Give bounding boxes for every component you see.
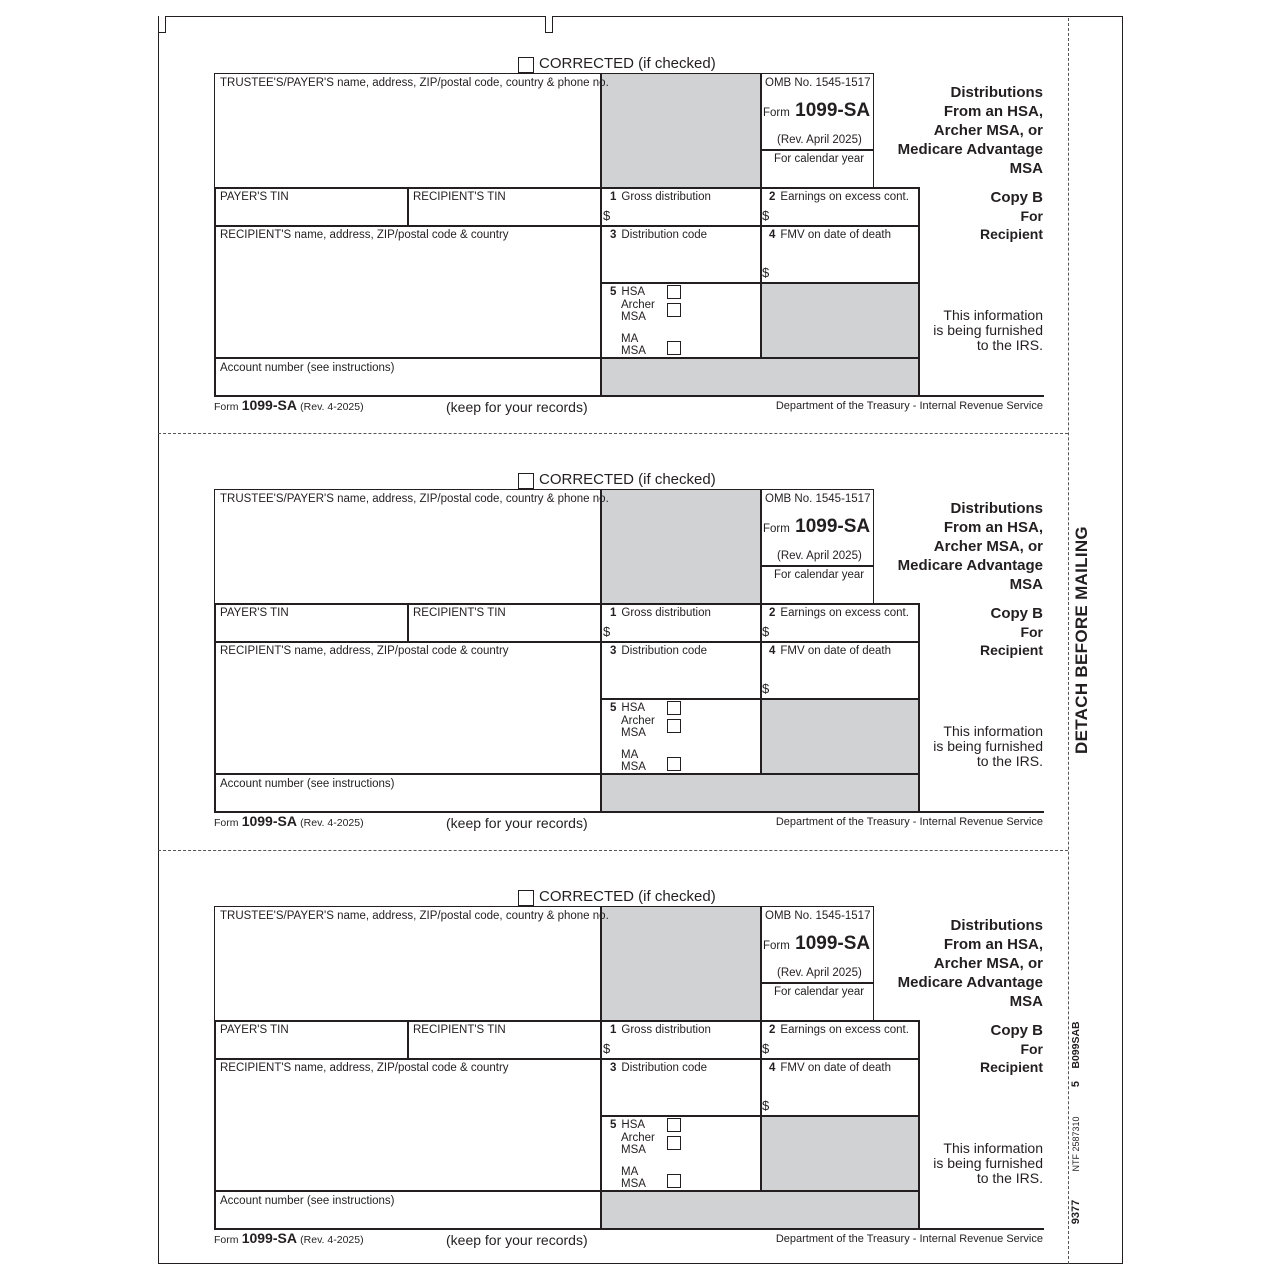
- ma-msa-checkbox[interactable]: [667, 1174, 681, 1188]
- form-title-line: Distributions: [950, 500, 1043, 517]
- recipient-tin-label: RECIPIENT'S TIN: [413, 191, 506, 203]
- box-number: 1: [610, 191, 617, 203]
- box5-ma-text: MA: [621, 333, 639, 345]
- box4-label: [769, 1062, 891, 1075]
- payer-block-label: TRUSTEE'S/PAYER'S name, address, ZIP/postal code, country & phone no.: [220, 77, 609, 89]
- footer-form-number: 1099-SA: [241, 1230, 297, 1246]
- irs-info-line: is being furnished: [933, 738, 1043, 754]
- irs-info-line: This information: [943, 723, 1043, 739]
- form-title: [860, 83, 1043, 178]
- footer-revision: (Rev. 4-2025): [300, 817, 364, 829]
- box3-label: [610, 229, 707, 242]
- account-number-label: Account number (see instructions): [220, 362, 395, 374]
- recipient-block-label: RECIPIENT'S name, address, ZIP/postal code & country: [220, 229, 509, 241]
- form-number-heading: [763, 933, 870, 957]
- divider: [600, 603, 602, 813]
- divider: [760, 489, 762, 605]
- account-number-label: Account number (see instructions): [220, 1195, 395, 1207]
- irs-info-line: to the IRS.: [976, 337, 1043, 353]
- box-number: 3: [610, 645, 617, 657]
- form-stock-number: 9377: [1070, 1199, 1082, 1225]
- copy-for: For: [1020, 208, 1043, 224]
- box5-archer-text: MSA: [621, 727, 646, 739]
- corrected-label: CORRECTED (if checked): [539, 888, 716, 905]
- box2-text: Earnings on excess cont.: [780, 607, 909, 619]
- revision-date: (Rev. April 2025): [777, 134, 862, 146]
- calendar-year-label: For calendar year: [774, 153, 865, 165]
- divider: [600, 489, 602, 605]
- divider: [214, 1228, 1044, 1230]
- irs-info-line: This information: [943, 307, 1043, 323]
- corrected-checkbox[interactable]: [518, 57, 534, 73]
- copy-for: For: [1020, 1041, 1043, 1057]
- keep-records-note: (keep for your records): [446, 815, 588, 831]
- box5-ma-text: MA: [621, 749, 639, 761]
- form-number: 1099-SA: [795, 933, 871, 954]
- footer-revision: (Rev. 4-2025): [300, 1234, 364, 1246]
- detach-before-mailing: DETACH BEFORE MAILING: [1072, 526, 1091, 754]
- recipient-block-label: RECIPIENT'S name, address, ZIP/postal code & country: [220, 1062, 509, 1074]
- irs-info-line: is being furnished: [933, 1155, 1043, 1171]
- box4-label: [769, 229, 891, 242]
- copy-for: For: [1020, 624, 1043, 640]
- divider: [214, 357, 920, 359]
- archer-msa-checkbox[interactable]: [667, 1136, 681, 1150]
- form-title-line: MSA: [1009, 576, 1043, 593]
- box1-text: Gross distribution: [621, 191, 711, 203]
- copy-b: Copy B: [990, 605, 1043, 622]
- form-title-line: Medicare Advantage: [897, 557, 1043, 574]
- box-number: 2: [769, 1024, 776, 1036]
- irs-info-line: This information: [943, 1140, 1043, 1156]
- divider: [760, 149, 874, 151]
- box4-text: FMV on date of death: [780, 1062, 892, 1074]
- box4-text: FMV on date of death: [780, 229, 892, 241]
- ma-msa-checkbox[interactable]: [667, 341, 681, 355]
- box1-text: Gross distribution: [621, 607, 711, 619]
- divider: [214, 1058, 920, 1060]
- footer-form-id: [214, 1232, 364, 1247]
- divider: [600, 1020, 602, 1230]
- footer-form-number: 1099-SA: [241, 813, 297, 829]
- divider: [214, 1020, 216, 1230]
- dollar-sign: $: [762, 208, 770, 223]
- dollar-sign: $: [603, 1041, 611, 1056]
- form-title-line: From an HSA,: [943, 936, 1043, 953]
- department-label: Department of the Treasury - Internal Revenue Service: [775, 400, 1043, 412]
- box-number: 4: [769, 645, 776, 657]
- divider: [600, 187, 602, 397]
- form-copy-3: [0, 833, 1280, 1253]
- calendar-year-label: For calendar year: [774, 986, 865, 998]
- form-title: [860, 499, 1043, 594]
- payer-tin-label: PAYER'S TIN: [220, 191, 289, 203]
- divider: [214, 603, 920, 605]
- footer-form-word: Form: [214, 401, 239, 413]
- box-number: 5: [610, 1119, 617, 1131]
- dollar-sign: $: [603, 624, 611, 639]
- box2-text: Earnings on excess cont.: [780, 191, 909, 203]
- box4-text: FMV on date of death: [780, 645, 892, 657]
- divider: [214, 641, 920, 643]
- divider: [407, 187, 409, 226]
- hsa-checkbox[interactable]: [667, 701, 681, 715]
- box2-label: [769, 1024, 909, 1037]
- form-number: 1099-SA: [795, 100, 871, 121]
- form-title-line: Archer MSA, or: [933, 955, 1043, 972]
- box5-ma-text: MSA: [621, 345, 646, 357]
- box-number: 5: [610, 702, 617, 714]
- copy-recipient: Recipient: [979, 1059, 1043, 1075]
- payer-tin-label: PAYER'S TIN: [220, 1024, 289, 1036]
- box5-hsa-text: HSA: [621, 702, 646, 714]
- corrected-label: CORRECTED (if checked): [539, 471, 716, 488]
- footer-form-number: 1099-SA: [241, 397, 297, 413]
- box5-hsa-text: HSA: [621, 286, 646, 298]
- divider: [214, 395, 1044, 397]
- footer-form-id: [214, 399, 364, 414]
- box5-archer-text: MSA: [621, 1144, 646, 1156]
- box2-label: [769, 607, 909, 620]
- shaded-area: [601, 1191, 919, 1229]
- divider: [214, 603, 216, 813]
- box4-label: [769, 645, 891, 658]
- revision-date: (Rev. April 2025): [777, 550, 862, 562]
- hsa-checkbox[interactable]: [667, 1118, 681, 1132]
- payer-block: [214, 489, 874, 605]
- form-title: [860, 916, 1043, 1011]
- form-title-line: Archer MSA, or: [933, 122, 1043, 139]
- payer-block: [214, 73, 874, 189]
- form-number-heading: [763, 516, 870, 540]
- form-word: Form: [763, 940, 790, 952]
- form-title-line: From an HSA,: [943, 103, 1043, 120]
- payer-block: [214, 906, 874, 1022]
- form-code-digit: 5: [1070, 1080, 1082, 1088]
- footer-form-id: [214, 815, 364, 830]
- dollar-sign: $: [762, 624, 770, 639]
- dollar-sign: $: [762, 1098, 770, 1113]
- box3-label: [610, 645, 707, 658]
- account-number-label: Account number (see instructions): [220, 778, 395, 790]
- dollar-sign: $: [762, 1041, 770, 1056]
- box5-archer-text: Archer: [621, 299, 655, 311]
- hsa-checkbox[interactable]: [667, 285, 681, 299]
- payer-tin-label: PAYER'S TIN: [220, 607, 289, 619]
- box3-text: Distribution code: [621, 645, 708, 657]
- omb-number: OMB No. 1545-1517: [765, 493, 871, 505]
- divider: [214, 187, 920, 189]
- box-number: 2: [769, 607, 776, 619]
- archer-msa-checkbox[interactable]: [667, 719, 681, 733]
- divider: [600, 73, 602, 189]
- box5-label: [610, 1119, 645, 1132]
- form-title-line: MSA: [1009, 993, 1043, 1010]
- box5-ma-text: MSA: [621, 761, 646, 773]
- divider: [214, 1190, 920, 1192]
- shaded-area: [760, 699, 919, 774]
- form-title-line: Distributions: [950, 917, 1043, 934]
- irs-info-note: [900, 308, 1043, 353]
- form-number-heading: [763, 100, 870, 124]
- irs-info-note: [900, 724, 1043, 769]
- box-number: 3: [610, 229, 617, 241]
- box1-text: Gross distribution: [621, 1024, 711, 1036]
- recipient-tin-label: RECIPIENT'S TIN: [413, 1024, 506, 1036]
- divider: [214, 187, 216, 397]
- omb-number: OMB No. 1545-1517: [765, 77, 871, 89]
- box5-archer-text: MSA: [621, 311, 646, 323]
- box-number: 2: [769, 191, 776, 203]
- copy-b-label: [900, 605, 1043, 659]
- footer-form-word: Form: [214, 817, 239, 829]
- form-title-line: Medicare Advantage: [897, 141, 1043, 158]
- copy-b-label: [900, 189, 1043, 243]
- dollar-sign: $: [762, 265, 770, 280]
- box3-label: [610, 1062, 707, 1075]
- divider: [214, 1020, 920, 1022]
- calendar-year-label: For calendar year: [774, 569, 865, 581]
- copy-recipient: Recipient: [979, 642, 1043, 658]
- shaded-area: [601, 774, 919, 812]
- ma-msa-checkbox[interactable]: [667, 757, 681, 771]
- payer-block-label: TRUSTEE'S/PAYER'S name, address, ZIP/postal code, country & phone no.: [220, 910, 609, 922]
- box1-label: [610, 607, 711, 620]
- keep-records-note: (keep for your records): [446, 399, 588, 415]
- box5-archer-text: Archer: [621, 1132, 655, 1144]
- shaded-area: [601, 358, 919, 396]
- divider: [214, 225, 920, 227]
- copy-b: Copy B: [990, 1022, 1043, 1039]
- box-number: 4: [769, 229, 776, 241]
- corrected-checkbox[interactable]: [518, 473, 534, 489]
- box5-ma-text: MA: [621, 1166, 639, 1178]
- form-title-line: From an HSA,: [943, 519, 1043, 536]
- form-title-line: MSA: [1009, 160, 1043, 177]
- divider: [760, 73, 762, 189]
- form-title-line: Archer MSA, or: [933, 538, 1043, 555]
- irs-info-note: [900, 1141, 1043, 1186]
- omb-number: OMB No. 1545-1517: [765, 910, 871, 922]
- archer-msa-checkbox[interactable]: [667, 303, 681, 317]
- revision-date: (Rev. April 2025): [777, 967, 862, 979]
- box5-archer-text: Archer: [621, 715, 655, 727]
- copy-recipient: Recipient: [979, 226, 1043, 242]
- copy-b: Copy B: [990, 189, 1043, 206]
- box2-text: Earnings on excess cont.: [780, 1024, 909, 1036]
- form-word: Form: [763, 107, 790, 119]
- keep-records-note: (keep for your records): [446, 1232, 588, 1248]
- corrected-label: CORRECTED (if checked): [539, 55, 716, 72]
- box1-label: [610, 1024, 711, 1037]
- box-number: 5: [610, 286, 617, 298]
- recipient-block-label: RECIPIENT'S name, address, ZIP/postal code & country: [220, 645, 509, 657]
- box-number: 1: [610, 1024, 617, 1036]
- footer-form-word: Form: [214, 1234, 239, 1246]
- box2-label: [769, 191, 909, 204]
- corrected-checkbox[interactable]: [518, 890, 534, 906]
- divider: [407, 603, 409, 642]
- box-number: 1: [610, 607, 617, 619]
- payer-block-label: TRUSTEE'S/PAYER'S name, address, ZIP/postal code, country & phone no.: [220, 493, 609, 505]
- box5-ma-text: MSA: [621, 1178, 646, 1190]
- copy-b-label: [900, 1022, 1043, 1076]
- divider: [214, 811, 1044, 813]
- divider: [760, 906, 762, 1022]
- dollar-sign: $: [762, 681, 770, 696]
- form-copy-1: [0, 0, 1280, 420]
- ntf-code: NTF 2587310: [1071, 1116, 1081, 1172]
- box3-text: Distribution code: [621, 1062, 708, 1074]
- irs-info-line: is being furnished: [933, 322, 1043, 338]
- box-number: 4: [769, 1062, 776, 1074]
- form-title-line: Medicare Advantage: [897, 974, 1043, 991]
- divider: [214, 773, 920, 775]
- form-code: B099SAB: [1070, 1021, 1082, 1069]
- irs-info-line: to the IRS.: [976, 1170, 1043, 1186]
- box-number: 3: [610, 1062, 617, 1074]
- box5-label: [610, 286, 645, 299]
- footer-revision: (Rev. 4-2025): [300, 401, 364, 413]
- irs-info-line: to the IRS.: [976, 753, 1043, 769]
- box5-label: [610, 702, 645, 715]
- divider: [760, 982, 874, 984]
- box1-label: [610, 191, 711, 204]
- form-title-line: Distributions: [950, 84, 1043, 101]
- form-number: 1099-SA: [795, 516, 871, 537]
- form-word: Form: [763, 523, 790, 535]
- department-label: Department of the Treasury - Internal Revenue Service: [775, 1233, 1043, 1245]
- divider: [760, 565, 874, 567]
- box3-text: Distribution code: [621, 229, 708, 241]
- shaded-area: [760, 283, 919, 358]
- shaded-area: [760, 1116, 919, 1191]
- department-label: Department of the Treasury - Internal Revenue Service: [775, 816, 1043, 828]
- recipient-tin-label: RECIPIENT'S TIN: [413, 607, 506, 619]
- divider: [600, 906, 602, 1022]
- box5-hsa-text: HSA: [621, 1119, 646, 1131]
- dollar-sign: $: [603, 208, 611, 223]
- divider: [407, 1020, 409, 1059]
